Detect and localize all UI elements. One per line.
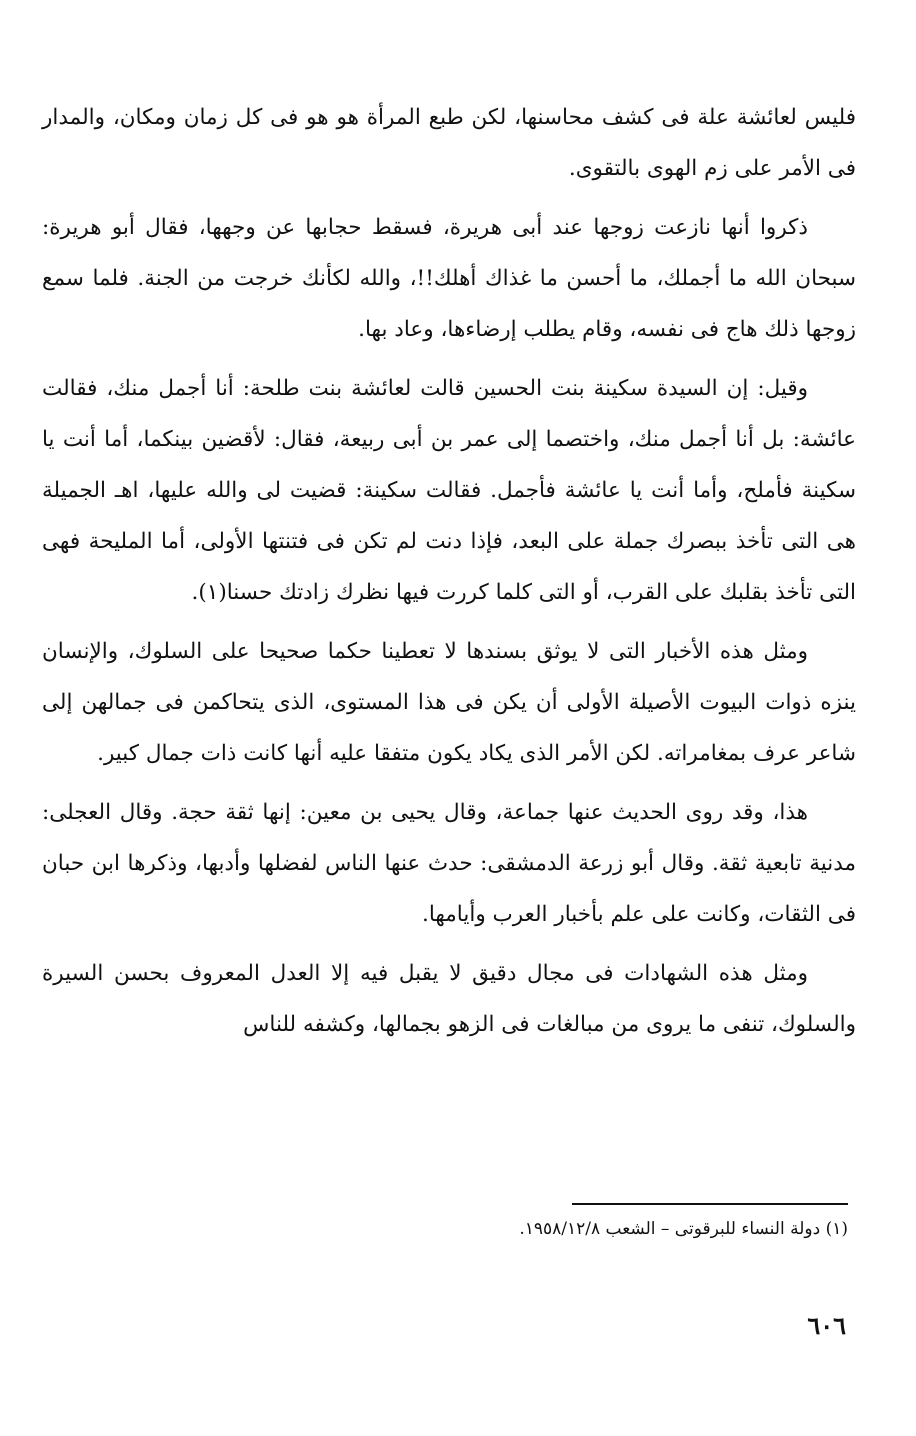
- paragraph-5: هذا، وقد روى الحديث عنها جماعة، وقال يحيى بن معين: إنها ثقة حجة. وقال العجلى: مدنية تابعية ثقة. وقال أبو زرعة الدمشقى: حدث عنها الناس لفضلها وأدبها، وذكرها ابن حبان فى الثقات، وكانت على علم بأخبار العرب وأيامها.: [42, 800, 856, 927]
- paragraph-4: ومثل هذه الأخبار التى لا يوثق بسندها لا تعطينا حكما صحيحا على السلوك، والإنسان ينزه ذوات البيوت الأصيلة الأولى أن يكن فى هذا المستوى، الذى يتحاكمن فى جمالهن إلى شاعر عرف بمغامراته. لكن الأمر الذى يكاد يكون متفقا عليه أنها كانت ذات جمال كبير.: [42, 639, 856, 766]
- footnote: (١) دولة النساء للبرقوتى – الشعب ١٩٥٨/١٢/٨.: [519, 1219, 848, 1239]
- paragraph-3: وقيل: إن السيدة سكينة بنت الحسين قالت لعائشة بنت طلحة: أنا أجمل منك، فقالت عائشة: بل أنا أجمل منك، واختصما إلى عمر بن أبى ربيعة، فقال: لأقضين بينكما، أما أنت يا سكينة فأملح، وأما أنت يا عائشة فأجمل. فقالت سكينة: قضيت لى والله عليها، اهـ الجميلة هى التى تأخذ ببصرك جملة على البعد، فإذا دنت لم تكن فى فتنتها الأولى، أما المليحة فهى التى تأخذ بقلبك على القرب، أو التى كلما كررت فيها نظرك زادتك حسنا(١).: [42, 376, 856, 605]
- paragraph-1: فليس لعائشة علة فى كشف محاسنها، لكن طبع المرأة هو هو فى كل زمان ومكان، والمدار فى الأمر على زم الهوى بالتقوى.: [42, 105, 856, 181]
- footnote-divider: [572, 1203, 848, 1205]
- paragraph-2: ذكروا أنها نازعت زوجها عند أبى هريرة، فسقط حجابها عن وجهها، فقال أبو هريرة: سبحان الله ما أجملك، ما أحسن ما غذاك أهلك!!، والله لكأنك خرجت من الجنة. فلما سمع زوجها ذلك هاج فى نفسه، وقام يطلب إرضاءها، وعاد بها.: [42, 215, 856, 342]
- paragraph-6: ومثل هذه الشهادات فى مجال دقيق لا يقبل فيه إلا العدل المعروف بحسن السيرة والسلوك، تنفى ما يروى من مبالغات فى الزهو بجمالها، وكشفه للناس: [42, 961, 856, 1037]
- page-number: ٦٠٦: [807, 1311, 846, 1340]
- body-text: [42, 92, 856, 1050]
